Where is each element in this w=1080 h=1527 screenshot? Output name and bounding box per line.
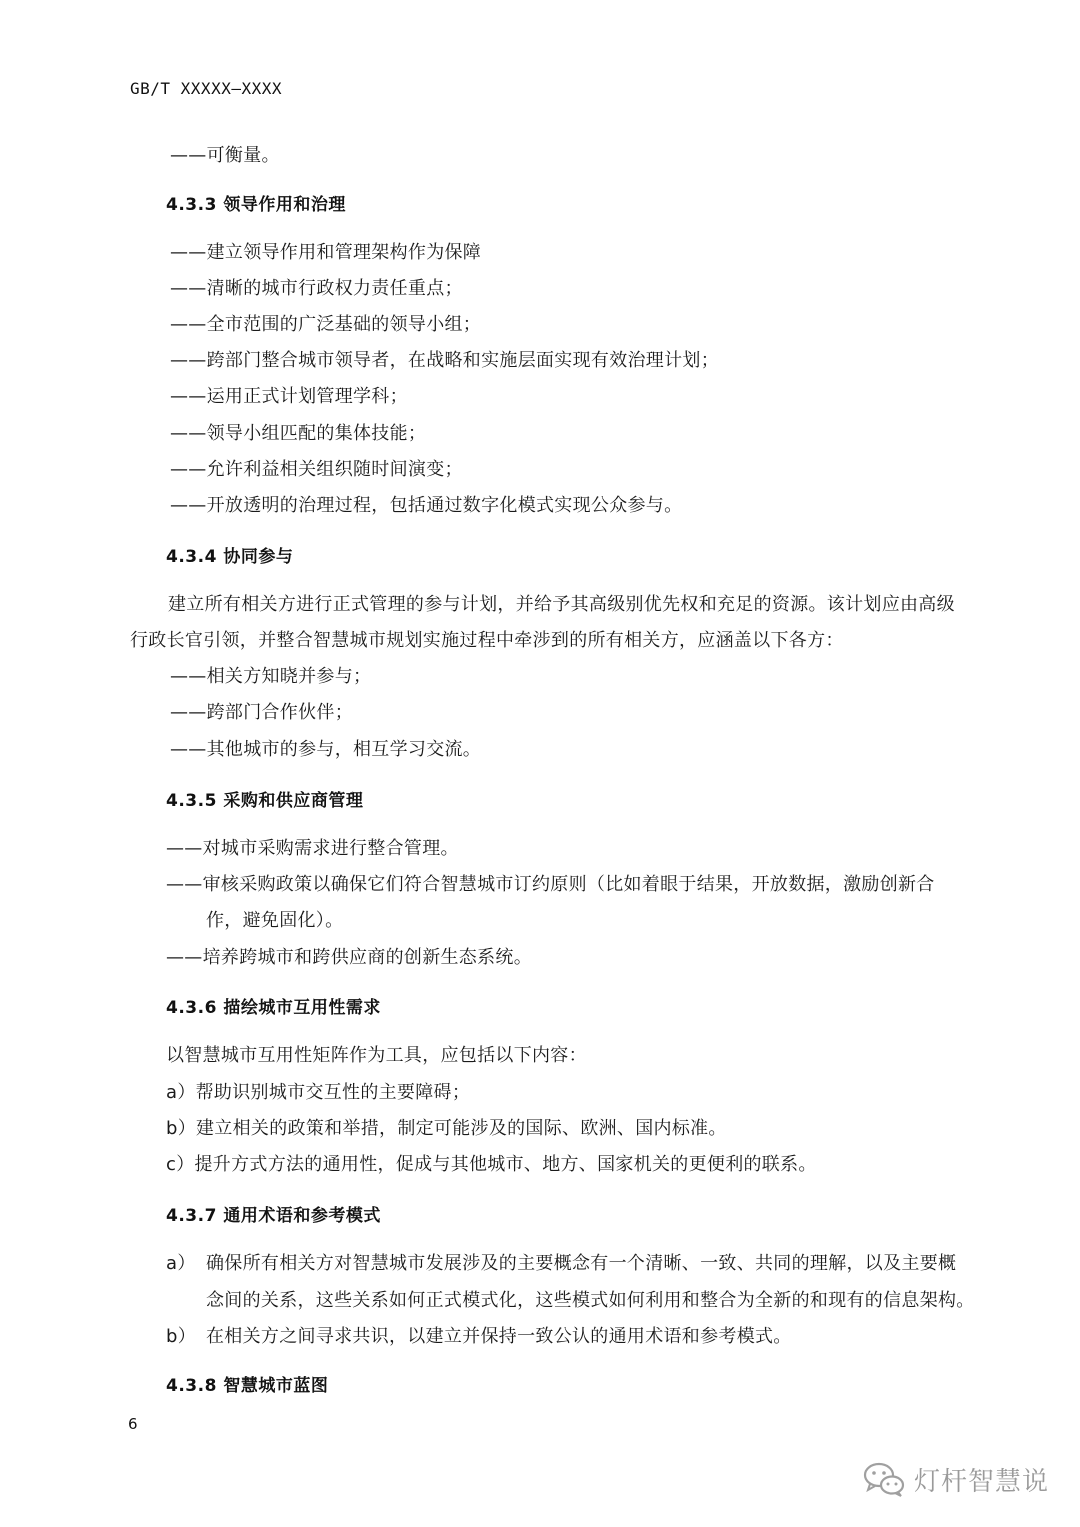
wechat-icon (862, 1460, 906, 1498)
section-heading-4-3-7: 4.3.7 通用术语和参考模式 (166, 1206, 381, 1226)
list-item: ——培养跨城市和跨供应商的创新生态系统。 (166, 947, 532, 968)
list-item: ——全市范围的广泛基础的领导小组； (170, 314, 482, 335)
watermark (862, 1460, 1049, 1498)
list-item: ——其他城市的参与，相互学习交流。 (170, 739, 482, 760)
list-item: b）建立相关的政策和举措，制定可能涉及的国际、欧洲、国内标准。 (166, 1118, 727, 1139)
watermark-text: 灯杆智慧说 (914, 1466, 1050, 1497)
list-item: ——对城市采购需求进行整合管理。 (166, 838, 459, 859)
paragraph-line: 行政长官引领，并整合智慧城市规划实施过程中牵涉到的所有相关方，应涵盖以下各方： (130, 630, 844, 651)
list-item: ——领导小组匹配的集体技能； (170, 423, 427, 444)
list-item: ——允许利益相关组织随时间演变； (170, 459, 463, 480)
section-heading-4-3-8: 4.3.8 智慧城市蓝图 (166, 1376, 329, 1396)
list-item: ——清晰的城市行政权力责任重点； (170, 278, 463, 299)
section-heading-4-3-4: 4.3.4 协同参与 (166, 547, 294, 567)
list-item: 在相关方之间寻求共识，以建立并保持一致公认的通用术语和参考模式。 (206, 1326, 792, 1347)
page-number: 6 (128, 1415, 138, 1433)
list-item: ——相关方知晓并参与； (170, 666, 372, 687)
list-item: 确保所有相关方对智慧城市发展涉及的主要概念有一个清晰、一致、共同的理解，以及主要概 (206, 1253, 957, 1274)
list-item: ——可衡量。 (170, 145, 280, 166)
list-item: ——审核采购政策以确保它们符合智慧城市订约原则（比如着眼于结果，开放数据，激励创新合 (166, 874, 935, 895)
list-item: a）帮助识别城市交互性的主要障碍； (166, 1082, 471, 1103)
list-item: ——运用正式计划管理学科； (170, 386, 408, 407)
list-item: ——开放透明的治理过程，包括通过数字化模式实现公众参与。 (170, 495, 683, 516)
paragraph-line: 以智慧城市互用性矩阵作为工具，应包括以下内容： (166, 1045, 587, 1066)
list-item: c）提升方式方法的通用性，促成与其他城市、地方、国家机关的更便利的联系。 (166, 1154, 817, 1175)
list-item: ——建立领导作用和管理架构作为保障 (170, 242, 482, 263)
section-heading-4-3-3: 4.3.3 领导作用和治理 (166, 195, 346, 215)
section-heading-4-3-5: 4.3.5 采购和供应商管理 (166, 791, 364, 811)
list-item-continuation: 念间的关系，这些关系如何正式模式化，这些模式如何利用和整合为全新的和现有的信息架构。 (206, 1290, 975, 1311)
list-marker: b） (166, 1326, 197, 1347)
list-item-continuation: 作，避免固化）。 (206, 910, 344, 931)
standard-code-header: GB/T XXXXX—XXXX (130, 79, 282, 98)
section-heading-4-3-6: 4.3.6 描绘城市互用性需求 (166, 998, 381, 1018)
list-marker: a） (166, 1253, 196, 1274)
list-item: ——跨部门整合城市领导者，在战略和实施层面实现有效治理计划； (170, 350, 719, 371)
list-item: ——跨部门合作伙伴； (170, 702, 353, 723)
paragraph-line: 建立所有相关方进行正式管理的参与计划，并给予其高级别优先权和充足的资源。该计划应由高级 (168, 594, 955, 615)
